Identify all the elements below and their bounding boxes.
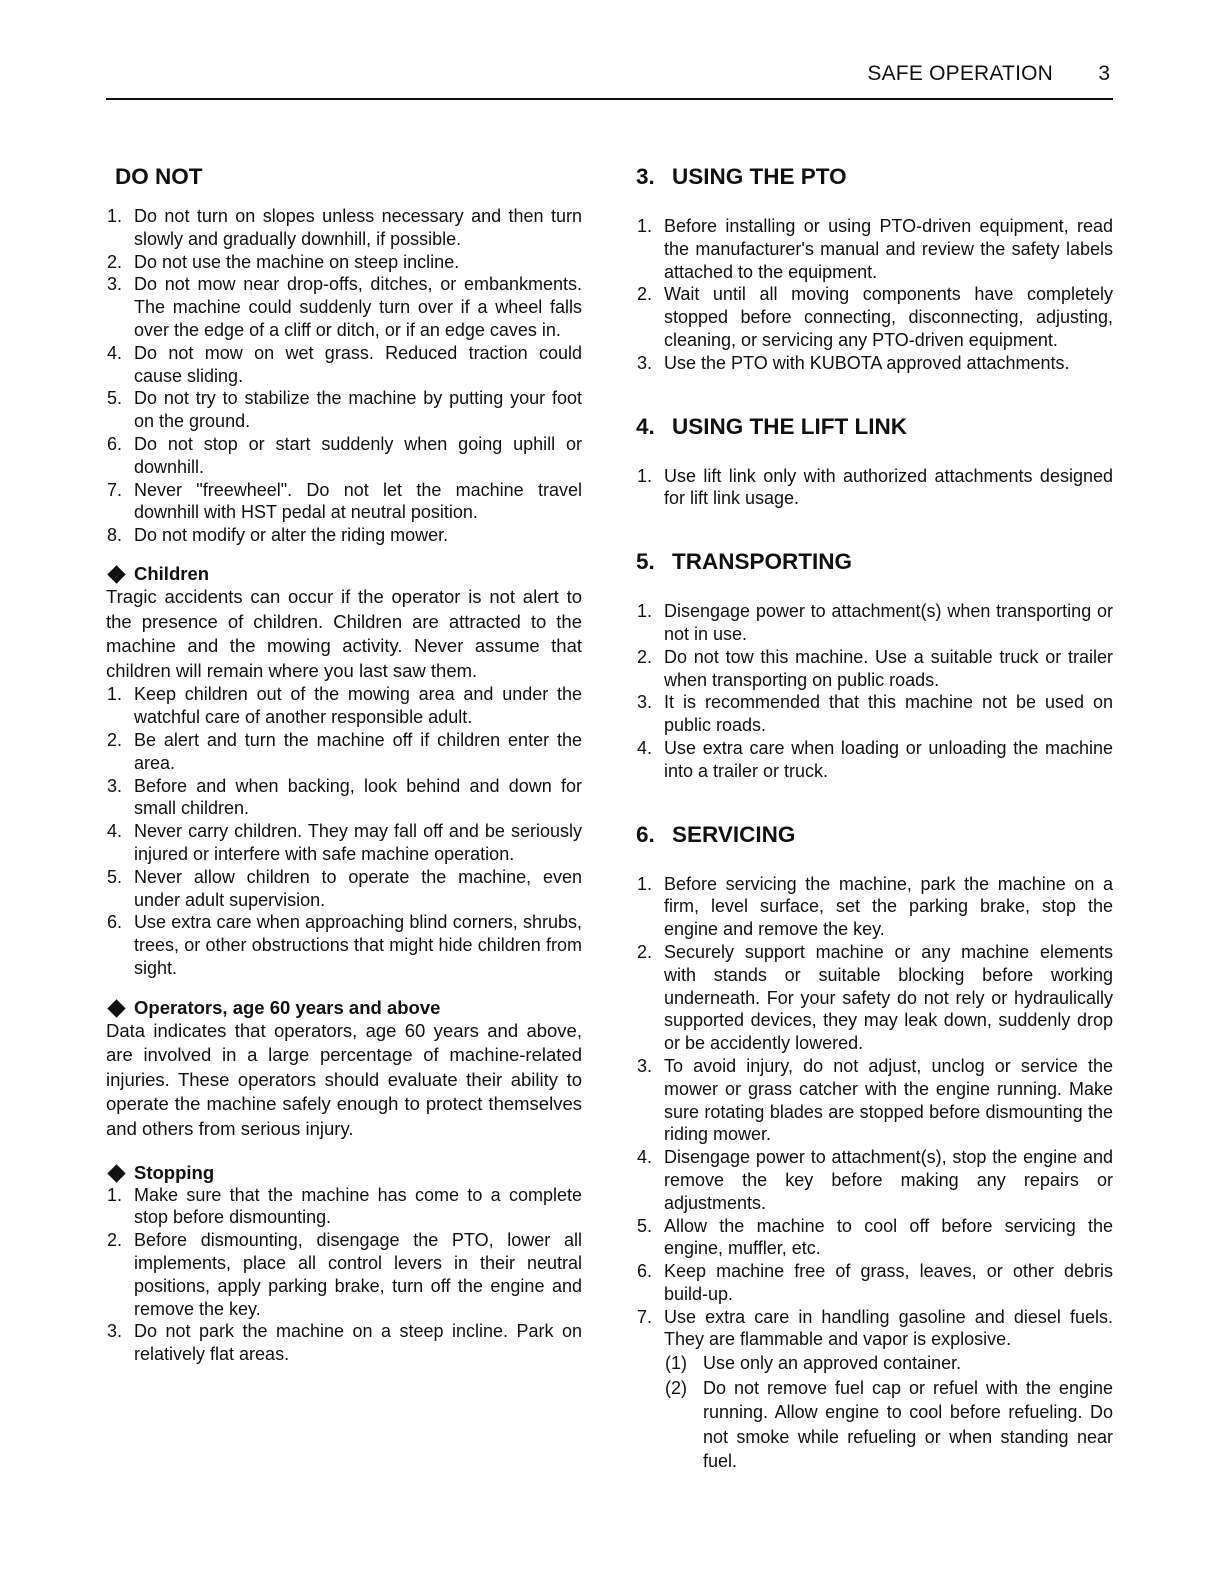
operators-heading: Operators, age 60 years and above xyxy=(106,996,582,1019)
list-item: 2. Securely support machine or any machine elements with stands or suitable blocking before working underneath. For your safety do not rely or hydraulically supported devices, they may leak down, suddenly drop or be accidently lowered. xyxy=(637,941,1113,1054)
list-item: 2. Before dismounting, disengage the PTO, lower all implements, place all control levers in their neutral positions, apply parking brake, turn off the engine and remove the key. xyxy=(107,1230,582,1319)
list-item: 4. Do not mow on wet grass. Reduced traction could cause sliding. xyxy=(107,342,582,386)
list-item: 5. Do not try to stabilize the machine by putting your foot on the ground. xyxy=(107,388,582,432)
stopping-heading: Stopping xyxy=(106,1161,582,1184)
list-item: 2. Be alert and turn the machine off if children enter the area. xyxy=(107,729,582,773)
lift-link-list xyxy=(636,465,1113,511)
list-item: 2. Do not use the machine on steep incline. xyxy=(107,251,460,272)
list-item: 8. Do not modify or alter the riding mower. xyxy=(107,525,449,546)
list-item: 3. Do not mow near drop-offs, ditches, or embankments. The machine could suddenly turn over if a wheel falls over the edge of a cliff or ditch, or if an edge caves in. xyxy=(107,274,582,340)
list-item: 4. Never carry children. They may fall off and be seriously injured or interfere with safe machine operation. xyxy=(107,821,582,864)
list-item: 6. Keep machine free of grass, leaves, or other debris build-up. xyxy=(637,1261,1113,1304)
list-item: 1. Use lift link only with authorized attachments designed for lift link usage. xyxy=(637,465,1113,509)
list-item: 3. Before and when backing, look behind and down for small children. xyxy=(107,775,582,819)
servicing-list xyxy=(636,873,1113,1352)
servicing-heading: 6. SERVICING xyxy=(636,821,796,847)
list-item: 3. Use the PTO with KUBOTA approved attachments. xyxy=(637,352,1070,373)
list-item: 3. To avoid injury, do not adjust, unclog or service the mower or grass catcher with the engine running. Make sure rotating blades are stopped before dismounting the riding mower. xyxy=(637,1055,1113,1145)
list-item: 1. Keep children out of the mowing area and under the watchful care of another responsible adult. xyxy=(107,684,582,728)
header-title: SAFE OPERATION xyxy=(867,62,1053,85)
sub-list-item: (1) Use only an approved container. xyxy=(665,1353,962,1374)
page-number: 3 xyxy=(1098,62,1110,85)
transporting-list xyxy=(636,600,1113,782)
sub-list-item: (2) Do not remove fuel cap or refuel with the engine running. Allow engine to cool before refueling. Do not smoke while refueling or when standing near fuel. xyxy=(665,1377,1113,1472)
transporting-heading: 5. TRANSPORTING xyxy=(636,549,852,575)
list-item: 3. It is recommended that this machine not be used on public roads. xyxy=(637,692,1113,736)
list-item: 7. Use extra care in handling gasoline and diesel fuels. They are flammable and vapor is explosive. xyxy=(637,1306,1113,1350)
list-item: 6. Do not stop or start suddenly when going uphill or downhill. xyxy=(107,433,582,477)
operators-paragraph: Data indicates that operators, age 60 years and above, are involved in a large percentage of machine-related injuries. These operators should evaluate their ability to operate the machine safely enough to protect themselves and others from serious injury. xyxy=(106,1019,582,1140)
list-item: 3. Do not park the machine on a steep incline. Park on relatively flat areas. xyxy=(107,1321,582,1365)
pto-list xyxy=(636,215,1113,375)
stopping-list xyxy=(106,1184,582,1366)
children-paragraph: Tragic accidents can occur if the operator is not alert to the presence of children. Children are attracted to the machine and the mowing activity. Never assume that children will remain where you last saw them. xyxy=(106,585,582,681)
do-not-heading: DO NOT xyxy=(115,164,203,189)
list-item: 4. Disengage power to attachment(s), stop the engine and remove the key before making any repairs or adjustments. xyxy=(637,1147,1113,1213)
list-item: 1. Do not turn on slopes unless necessary and then turn slowly and gradually downhill, if possible. xyxy=(107,206,582,249)
pto-heading: 3. USING THE PTO xyxy=(636,164,847,189)
diamond-bullet-icon xyxy=(107,999,125,1017)
list-item: 1. Disengage power to attachment(s) when transporting or not in use. xyxy=(637,601,1113,644)
list-item: 4. Use extra care when loading or unloading the machine into a trailer or truck. xyxy=(637,737,1113,781)
list-item: 7. Never "freewheel". Do not let the machine travel downhill with HST pedal at neutral position. xyxy=(107,479,582,523)
diamond-bullet-icon xyxy=(107,1164,125,1182)
lift-link-heading: 4. USING THE LIFT LINK xyxy=(636,413,907,439)
list-item: 1. Before installing or using PTO-driven equipment, read the manufacturer's manual and review the safety labels attached to the equipment. xyxy=(637,216,1113,282)
diamond-bullet-icon xyxy=(107,565,125,583)
children-list xyxy=(106,683,582,979)
do-not-list xyxy=(106,205,582,547)
list-item: 5. Allow the machine to cool off before servicing the engine, muffler, etc. xyxy=(637,1215,1113,1259)
page-header xyxy=(106,62,1113,100)
list-item: 1. Make sure that the machine has come to a complete stop before dismounting. xyxy=(107,1184,582,1228)
list-item: 2. Do not tow this machine. Use a suitable truck or trailer when transporting on public roads. xyxy=(637,646,1113,690)
list-item: 2. Wait until all moving components have completely stopped before connecting, disconnecting, adjusting, cleaning, or servicing any PTO-driven equipment. xyxy=(637,284,1113,350)
fuel-sublist xyxy=(636,1351,1113,1474)
list-item: 5. Never allow children to operate the machine, even under adult supervision. xyxy=(107,866,582,910)
children-heading: Children xyxy=(106,562,582,585)
list-item: 1. Before servicing the machine, park the machine on a firm, level surface, set the parking brake, stop the engine and remove the key. xyxy=(637,873,1113,940)
list-item: 6. Use extra care when approaching blind corners, shrubs, trees, or other obstructions that might hide children from sight. xyxy=(107,912,582,978)
right-column xyxy=(636,164,1113,1474)
left-column xyxy=(106,164,582,1366)
